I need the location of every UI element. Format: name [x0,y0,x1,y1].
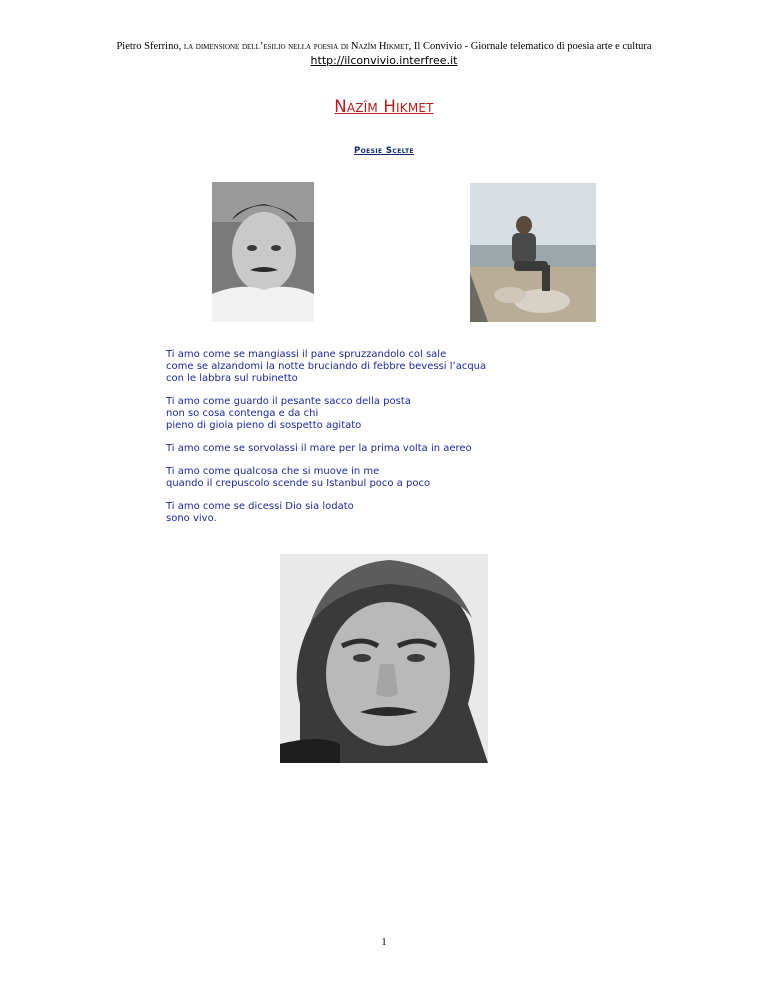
header-publication: Il Convivio - Giornale telematico di poesia arte e cultura [413,41,652,52]
poem-line: pieno di gioia pieno di sospetto agitato [166,420,362,431]
header-article-title: la dimensione dell’esilio nella poesia di Nazîm Hikmet, [183,41,412,52]
poem-line: non so cosa contenga e da chi [166,408,319,419]
poem-line: sono vivo. [166,513,217,524]
poem-line: come se alzandomi la notte bruciando di febbre bevessi l’acqua [166,361,487,372]
page-header [0,40,768,67]
poet-closeup-image [280,554,488,763]
poem-line: quando il crepuscolo scende su Istanbul poco a poco [166,478,431,489]
poem-line: Ti amo come se sorvolassi il mare per la prima volta in aereo [166,443,472,454]
poem-line: con le labbra sul rubinetto [166,373,298,384]
poem-stanza [166,443,586,455]
page-number: 1 [381,936,387,948]
poet-portrait-photo [212,182,314,322]
poem-stanza [166,466,586,490]
poet-by-sea-image [470,183,596,322]
poem-stanza [166,501,586,525]
page-title[interactable]: Nazîm Hikmet [334,97,434,116]
poem-line: Ti amo come qualcosa che si muove in me [166,466,380,477]
page-subtitle[interactable]: Poesie Scelte [354,146,414,156]
poem-stanza [166,349,586,385]
poet-portrait-image [212,182,314,322]
poem-line: Ti amo come se mangiassi il pane spruzzandolo col sale [166,349,447,360]
header-author: Pietro Sferrino, [116,41,182,52]
poem-line: Ti amo come se dicessi Dio sia lodato [166,501,354,512]
poem-line: Ti amo come guardo il pesante sacco della posta [166,396,411,407]
header-url-link[interactable]: http://ilconvivio.interfree.it [310,54,458,67]
poet-closeup-photo [280,554,488,763]
poem-stanza [166,396,586,432]
poet-by-sea-photo [470,183,596,322]
poem-text [166,349,586,536]
